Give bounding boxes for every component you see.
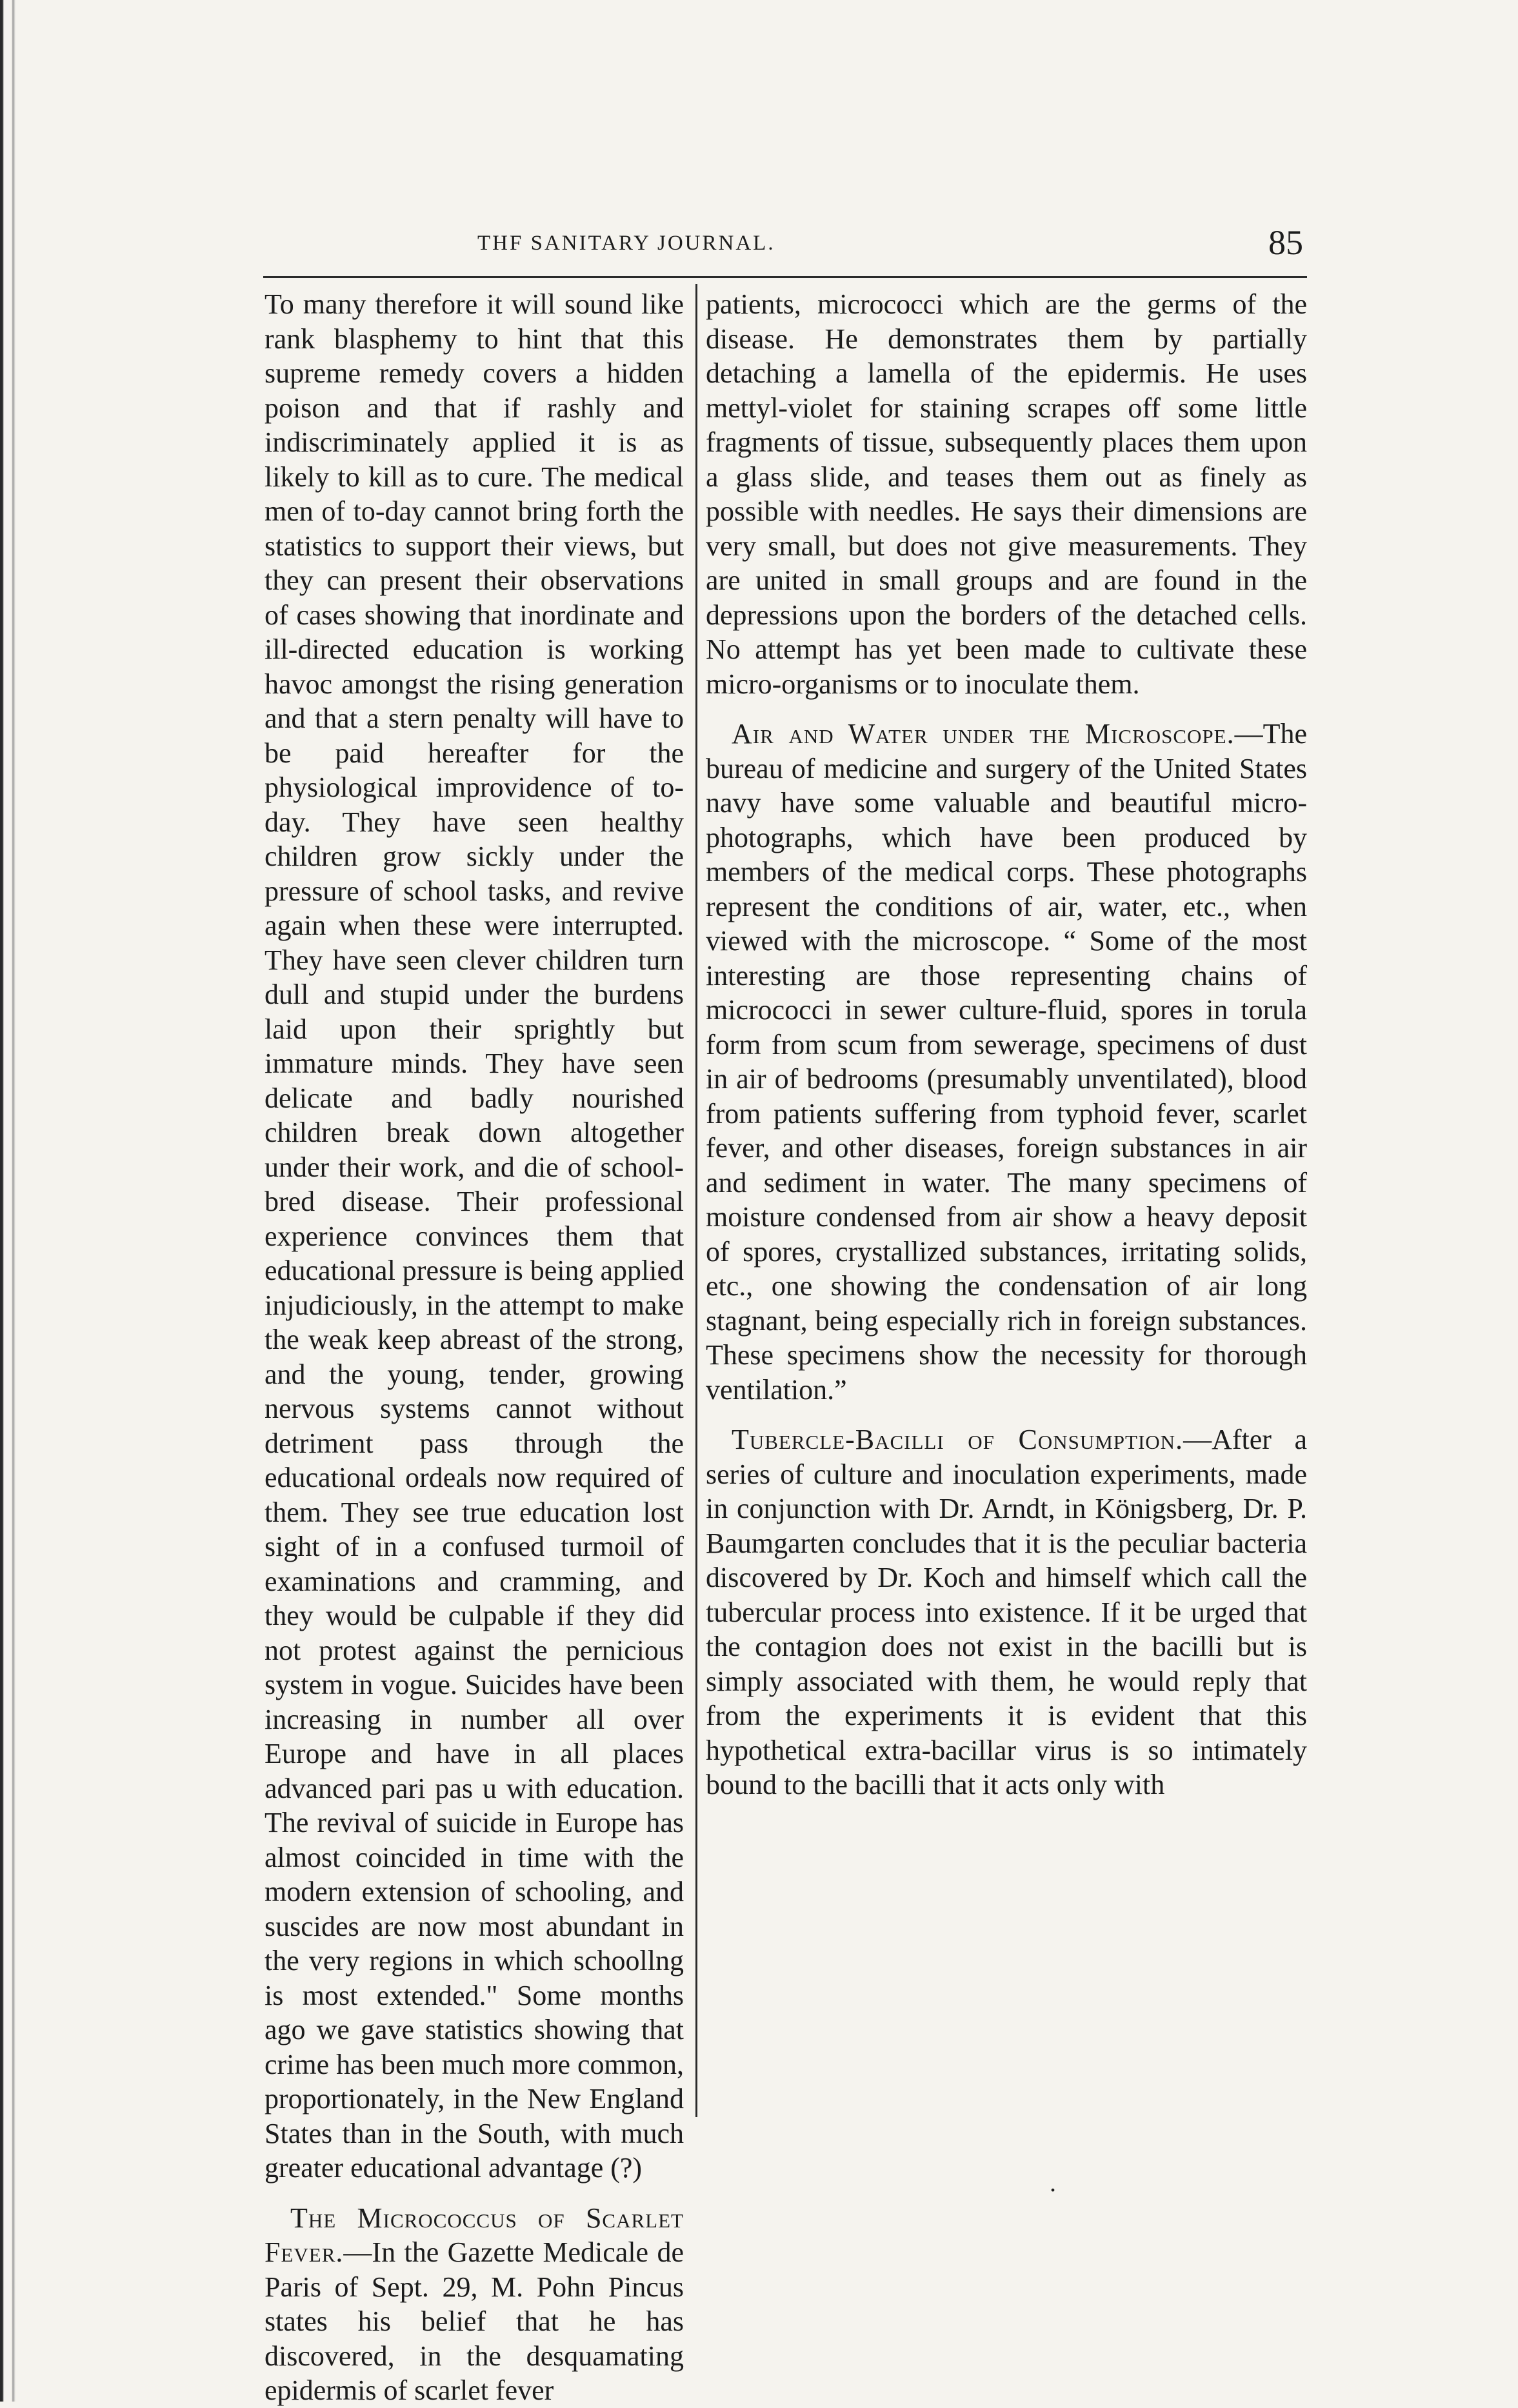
section-heading-air-water: Air and Water under the Microscope. [732,718,1235,750]
section-heading-tubercle: Tubercle-Bacilli of Consumption. [732,1424,1184,1455]
left-paragraph-1: To many therefore it will sound like rank blasphemy to hint that this supreme remedy covers a hidden poison and that if rashly and indiscriminately applied it is as likely to kill as to cure. The medical men of to-day cannot bring forth the statistics to support their views, but they can present their observations of cases showing that inordinate and ill-directed education is working havoc amongst the rising generation and that a stern penalty will have to be paid hereafter for the physiological improvidence of to-day. They have seen healthy children grow sickly under the pressure of school tasks, and revive again when these were interrupted. They have seen clever children turn dull and stupid under the burdens laid upon their sprightly but immature minds. They have seen delicate and badly nourished children break down altogether under their work, and die of school-bred disease. Their professional experience convinces them that educational pressure is being applied injudiciously, in the attempt to make the weak keep abreast of the strong, and the young, tender, growing nervous systems cannot without detriment pass through the educational ordeals now required of them. They see true education lost sight of in a confused turmoil of examinations and cramming, and they would be culpable if they did not protest against the pernicious system in vogue. Suicides have been increasing in number all over Europe and have in all places advanced pari pas u with education. The revival of suicide in Europe has almost coincided in time with the modern extension of schooling, and suscides are now most abundant in the very regions in which schoollng is most extended." Some months ago we gave statistics showing that crime has been much more common, proportionately, in the New England States than in the South, with much greater educational advantage (?) [265,288,684,2184]
page-number: 85 [1268,223,1303,262]
header-rule [263,276,1307,278]
section-tubercle [706,1422,1307,1802]
right-column [706,287,1307,1802]
section-micrococcus [265,2201,684,2408]
section-air-water [706,717,1307,1407]
section-heading-micrococcus: The Micrococcus of Scarlet Fever. [265,2202,684,2268]
left-column [265,287,684,2408]
scan-margin-edge [0,0,17,2402]
page-header [477,223,1303,268]
stray-mark: . [1050,2168,1056,2197]
right-paragraph-1: patients, micrococci which are the germs of the disease. He demonstrates them by partially detaching a lamella of the epidermis. He uses mettyl-violet for staining scrapes off some little fragments of tissue, subsequently places them upon a glass slide, and teases them out as finely as possible with needles. He says their dimensions are very small, but does not give measurements. They are united in small groups and are found in the depressions upon the borders of the detached cells. No attempt has yet been made to cultivate these micro-organisms or to inoculate them. [706,288,1307,700]
column-divider [695,284,697,2117]
section-body-air-water: —The bureau of medicine and surgery of the United States navy have some valuable and beautiful micro-photographs, which have been produced by members of the medical corps. These photographs represent the conditions of air, water, etc., when viewed with the microscope. “ Some of the most interesting are those representing chains of micrococci in sewer culture-fluid, spores in torula form from scum from sewerage, specimens of dust in air of bedrooms (presumably unventilated), blood from patients suffering from typhoid fever, scarlet fever, and other diseases, foreign substances in air and sediment in water. The many specimens of moisture condensed from air show a heavy deposit of spores, crystallized substances, irritating solids, etc., one showing the condensation of air long stagnant, being especially rich in foreign substances. These specimens show the necessity for thorough ventilation.” [706,718,1307,1406]
section-body-micrococcus: —In the Gazette Medicale de Paris of Sept. 29, M. Pohn Pincus states his belief that he has discovered, in the desquamating epidermis of scarlet fever [265,2236,684,2406]
section-body-tubercle: —After a series of culture and inoculation experiments, made in conjunction with Dr. Arndt, in Königsberg, Dr. P. Baumgarten concludes that it is the peculiar bacteria discovered by Dr. Koch and himself which call the tubercular process into existence. If it be urged that the contagion does not exist in the bacilli but is simply associated with them, he would reply that from the experiments it is evident that this hypothetical extra-bacillar virus is so intimately bound to the bacilli that it acts only with [706,1424,1307,1800]
running-title: THF SANITARY JOURNAL. [477,232,775,255]
